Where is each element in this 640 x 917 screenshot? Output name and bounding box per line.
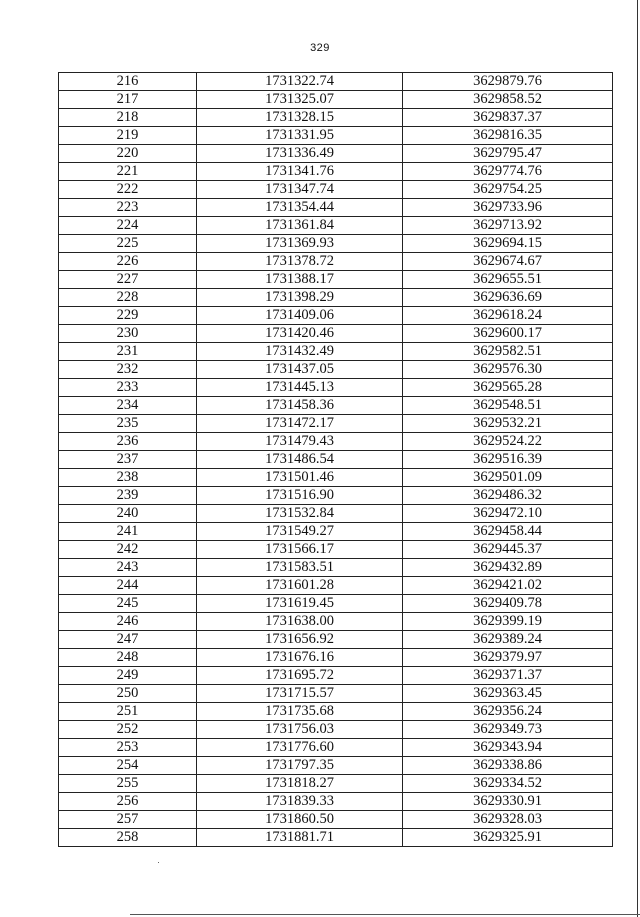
table-row	[59, 73, 613, 91]
table-row	[59, 343, 613, 361]
table-row	[59, 577, 613, 595]
point-number-cell: 232	[59, 361, 197, 379]
point-number-cell: 243	[59, 559, 197, 577]
y-coordinate-cell: 3629421.02	[403, 577, 613, 595]
scan-speck	[158, 862, 159, 863]
y-coordinate-cell: 3629532.21	[403, 415, 613, 433]
y-coordinate-cell: 3629432.89	[403, 559, 613, 577]
point-number-cell: 227	[59, 271, 197, 289]
x-coordinate-cell: 1731369.93	[197, 235, 403, 253]
y-coordinate-cell: 3629754.25	[403, 181, 613, 199]
point-number-cell: 218	[59, 109, 197, 127]
table-row	[59, 289, 613, 307]
y-coordinate-cell: 3629524.22	[403, 433, 613, 451]
table-row	[59, 217, 613, 235]
coordinates-table	[58, 72, 613, 847]
point-number-cell: 249	[59, 667, 197, 685]
point-number-cell: 231	[59, 343, 197, 361]
y-coordinate-cell: 3629330.91	[403, 793, 613, 811]
table-row	[59, 703, 613, 721]
x-coordinate-cell: 1731445.13	[197, 379, 403, 397]
point-number-cell: 247	[59, 631, 197, 649]
point-number-cell: 235	[59, 415, 197, 433]
point-number-cell: 250	[59, 685, 197, 703]
table-row	[59, 109, 613, 127]
table-row	[59, 631, 613, 649]
x-coordinate-cell: 1731656.92	[197, 631, 403, 649]
point-number-cell: 257	[59, 811, 197, 829]
y-coordinate-cell: 3629334.52	[403, 775, 613, 793]
table-row	[59, 739, 613, 757]
table-row	[59, 451, 613, 469]
x-coordinate-cell: 1731437.05	[197, 361, 403, 379]
point-number-cell: 252	[59, 721, 197, 739]
point-number-cell: 229	[59, 307, 197, 325]
x-coordinate-cell: 1731388.17	[197, 271, 403, 289]
x-coordinate-cell: 1731695.72	[197, 667, 403, 685]
table-row	[59, 91, 613, 109]
x-coordinate-cell: 1731860.50	[197, 811, 403, 829]
table-row	[59, 145, 613, 163]
y-coordinate-cell: 3629674.67	[403, 253, 613, 271]
table-row	[59, 523, 613, 541]
point-number-cell: 226	[59, 253, 197, 271]
x-coordinate-cell: 1731839.33	[197, 793, 403, 811]
x-coordinate-cell: 1731458.36	[197, 397, 403, 415]
point-number-cell: 230	[59, 325, 197, 343]
point-number-cell: 237	[59, 451, 197, 469]
table-row	[59, 685, 613, 703]
point-number-cell: 217	[59, 91, 197, 109]
table-row	[59, 811, 613, 829]
x-coordinate-cell: 1731322.74	[197, 73, 403, 91]
y-coordinate-cell: 3629837.37	[403, 109, 613, 127]
y-coordinate-cell: 3629363.45	[403, 685, 613, 703]
table-row	[59, 415, 613, 433]
point-number-cell: 239	[59, 487, 197, 505]
x-coordinate-cell: 1731354.44	[197, 199, 403, 217]
x-coordinate-cell: 1731776.60	[197, 739, 403, 757]
table-row	[59, 271, 613, 289]
table-row	[59, 757, 613, 775]
y-coordinate-cell: 3629733.96	[403, 199, 613, 217]
x-coordinate-cell: 1731583.51	[197, 559, 403, 577]
x-coordinate-cell: 1731566.17	[197, 541, 403, 559]
x-coordinate-cell: 1731341.76	[197, 163, 403, 181]
y-coordinate-cell: 3629636.69	[403, 289, 613, 307]
point-number-cell: 255	[59, 775, 197, 793]
x-coordinate-cell: 1731676.16	[197, 649, 403, 667]
table-row	[59, 433, 613, 451]
y-coordinate-cell: 3629343.94	[403, 739, 613, 757]
point-number-cell: 220	[59, 145, 197, 163]
x-coordinate-cell: 1731486.54	[197, 451, 403, 469]
table-row	[59, 541, 613, 559]
table-row	[59, 559, 613, 577]
y-coordinate-cell: 3629516.39	[403, 451, 613, 469]
x-coordinate-cell: 1731549.27	[197, 523, 403, 541]
x-coordinate-cell: 1731328.15	[197, 109, 403, 127]
point-number-cell: 244	[59, 577, 197, 595]
table-row	[59, 667, 613, 685]
x-coordinate-cell: 1731756.03	[197, 721, 403, 739]
y-coordinate-cell: 3629582.51	[403, 343, 613, 361]
y-coordinate-cell: 3629371.37	[403, 667, 613, 685]
table-row	[59, 379, 613, 397]
table-row	[59, 253, 613, 271]
x-coordinate-cell: 1731432.49	[197, 343, 403, 361]
x-coordinate-cell: 1731735.68	[197, 703, 403, 721]
table-row	[59, 235, 613, 253]
page-edge-bottom	[130, 914, 640, 915]
point-number-cell: 238	[59, 469, 197, 487]
point-number-cell: 241	[59, 523, 197, 541]
x-coordinate-cell: 1731361.84	[197, 217, 403, 235]
y-coordinate-cell: 3629349.73	[403, 721, 613, 739]
x-coordinate-cell: 1731420.46	[197, 325, 403, 343]
y-coordinate-cell: 3629576.30	[403, 361, 613, 379]
y-coordinate-cell: 3629399.19	[403, 613, 613, 631]
x-coordinate-cell: 1731398.29	[197, 289, 403, 307]
y-coordinate-cell: 3629713.92	[403, 217, 613, 235]
x-coordinate-cell: 1731715.57	[197, 685, 403, 703]
point-number-cell: 221	[59, 163, 197, 181]
x-coordinate-cell: 1731325.07	[197, 91, 403, 109]
point-number-cell: 240	[59, 505, 197, 523]
table-row	[59, 397, 613, 415]
table-row	[59, 613, 613, 631]
point-number-cell: 254	[59, 757, 197, 775]
page-edge-right	[637, 0, 638, 917]
x-coordinate-cell: 1731516.90	[197, 487, 403, 505]
y-coordinate-cell: 3629858.52	[403, 91, 613, 109]
table-row	[59, 595, 613, 613]
x-coordinate-cell: 1731336.49	[197, 145, 403, 163]
table-row	[59, 775, 613, 793]
table-row	[59, 649, 613, 667]
y-coordinate-cell: 3629774.76	[403, 163, 613, 181]
table-row	[59, 793, 613, 811]
point-number-cell: 236	[59, 433, 197, 451]
table-row	[59, 163, 613, 181]
point-number-cell: 258	[59, 829, 197, 847]
x-coordinate-cell: 1731797.35	[197, 757, 403, 775]
y-coordinate-cell: 3629356.24	[403, 703, 613, 721]
point-number-cell: 225	[59, 235, 197, 253]
x-coordinate-cell: 1731881.71	[197, 829, 403, 847]
x-coordinate-cell: 1731347.74	[197, 181, 403, 199]
y-coordinate-cell: 3629548.51	[403, 397, 613, 415]
page-number: 329	[310, 42, 330, 54]
y-coordinate-cell: 3629328.03	[403, 811, 613, 829]
table-row	[59, 325, 613, 343]
x-coordinate-cell: 1731818.27	[197, 775, 403, 793]
y-coordinate-cell: 3629379.97	[403, 649, 613, 667]
x-coordinate-cell: 1731619.45	[197, 595, 403, 613]
x-coordinate-cell: 1731601.28	[197, 577, 403, 595]
x-coordinate-cell: 1731409.06	[197, 307, 403, 325]
y-coordinate-cell: 3629338.86	[403, 757, 613, 775]
x-coordinate-cell: 1731378.72	[197, 253, 403, 271]
point-number-cell: 256	[59, 793, 197, 811]
y-coordinate-cell: 3629795.47	[403, 145, 613, 163]
y-coordinate-cell: 3629565.28	[403, 379, 613, 397]
x-coordinate-cell: 1731501.46	[197, 469, 403, 487]
y-coordinate-cell: 3629694.15	[403, 235, 613, 253]
y-coordinate-cell: 3629486.32	[403, 487, 613, 505]
y-coordinate-cell: 3629458.44	[403, 523, 613, 541]
point-number-cell: 222	[59, 181, 197, 199]
y-coordinate-cell: 3629325.91	[403, 829, 613, 847]
x-coordinate-cell: 1731479.43	[197, 433, 403, 451]
table-row	[59, 199, 613, 217]
point-number-cell: 223	[59, 199, 197, 217]
y-coordinate-cell: 3629501.09	[403, 469, 613, 487]
table-row	[59, 829, 613, 847]
table-row	[59, 307, 613, 325]
point-number-cell: 234	[59, 397, 197, 415]
point-number-cell: 233	[59, 379, 197, 397]
point-number-cell: 242	[59, 541, 197, 559]
point-number-cell: 216	[59, 73, 197, 91]
point-number-cell: 253	[59, 739, 197, 757]
x-coordinate-cell: 1731331.95	[197, 127, 403, 145]
y-coordinate-cell: 3629472.10	[403, 505, 613, 523]
table-row	[59, 361, 613, 379]
point-number-cell: 228	[59, 289, 197, 307]
point-number-cell: 248	[59, 649, 197, 667]
x-coordinate-cell: 1731472.17	[197, 415, 403, 433]
y-coordinate-cell: 3629389.24	[403, 631, 613, 649]
point-number-cell: 245	[59, 595, 197, 613]
y-coordinate-cell: 3629409.78	[403, 595, 613, 613]
table-row	[59, 127, 613, 145]
y-coordinate-cell: 3629445.37	[403, 541, 613, 559]
table-row	[59, 721, 613, 739]
point-number-cell: 246	[59, 613, 197, 631]
coordinates-table-body	[59, 73, 613, 847]
table-row	[59, 181, 613, 199]
y-coordinate-cell: 3629618.24	[403, 307, 613, 325]
y-coordinate-cell: 3629816.35	[403, 127, 613, 145]
table-row	[59, 505, 613, 523]
table-row	[59, 487, 613, 505]
y-coordinate-cell: 3629879.76	[403, 73, 613, 91]
point-number-cell: 224	[59, 217, 197, 235]
y-coordinate-cell: 3629655.51	[403, 271, 613, 289]
table-row	[59, 469, 613, 487]
x-coordinate-cell: 1731638.00	[197, 613, 403, 631]
point-number-cell: 219	[59, 127, 197, 145]
point-number-cell: 251	[59, 703, 197, 721]
x-coordinate-cell: 1731532.84	[197, 505, 403, 523]
y-coordinate-cell: 3629600.17	[403, 325, 613, 343]
